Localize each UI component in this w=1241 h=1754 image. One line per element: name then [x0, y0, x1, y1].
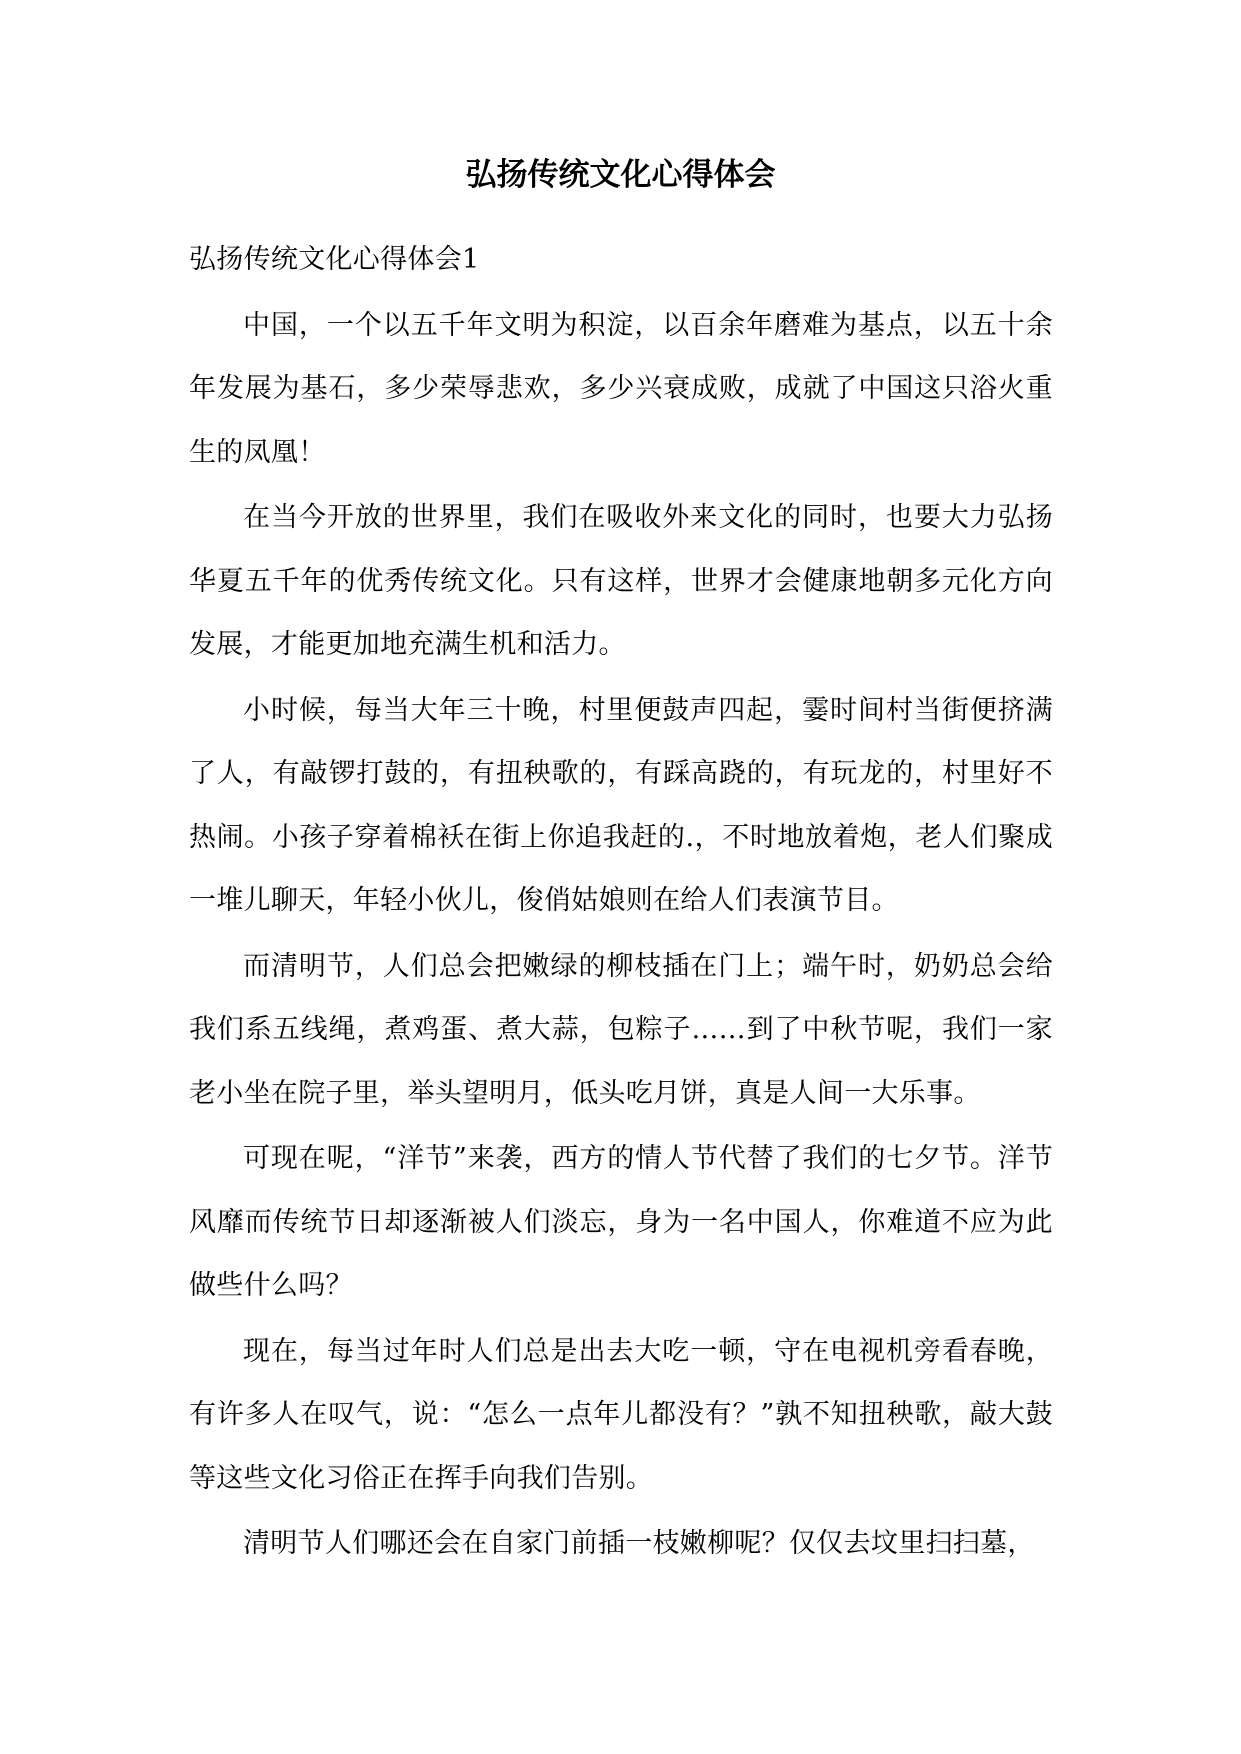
section-heading: 弘扬传统文化心得体会1 — [189, 244, 480, 275]
document-body — [189, 228, 1053, 1578]
paragraph: 中国，一个以五千年文明为积淀，以百余年磨难为基点，以五十余年发展为基石，多少荣辱悲欢，多少兴衰成败，成就了中国这只浴火重生的凤凰！ — [189, 309, 1053, 468]
paragraph: 可现在呢，“洋节”来袭，西方的情人节代替了我们的七夕节。洋节风靡而传统节日却逐渐被人们淡忘，身为一名中国人，你难道不应为此做些什么吗？ — [189, 1143, 1053, 1301]
paragraph: 清明节人们哪还会在自家门前插一枝嫩柳呢？仅仅去坟里扫扫墓， — [243, 1528, 1035, 1559]
document-title: 弘扬传统文化心得体会 — [465, 157, 776, 193]
paragraph: 在当今开放的世界里，我们在吸收外来文化的同时，也要大力弘扬华夏五千年的优秀传统文化。只有这样，世界才会健康地朝多元化方向发展，才能更加地充满生机和活力。 — [189, 502, 1053, 660]
paragraph: 而清明节，人们总会把嫩绿的柳枝插在门上；端午时，奶奶总会给我们系五线绳，煮鸡蛋、煮大蒜，包粽子……到了中秋节呢，我们一家老小坐在院子里，举头望明月，低头吃月饼，真是人间一大乐事。 — [189, 950, 1053, 1109]
paragraph: 现在，每当过年时人们总是出去大吃一顿，守在电视机旁看春晚，有许多人在叹气，说：“怎么一点年儿都没有？”孰不知扭秧歌，敲大鼓等这些文化习俗正在挥手向我们告别。 — [189, 1335, 1053, 1494]
paragraph: 小时候，每当大年三十晚，村里便鼓声四起，霎时间村当街便挤满了人，有敲锣打鼓的，有扭秧歌的，有踩高跷的，有玩龙的，村里好不热闹。小孩子穿着棉袄在街上你追我赶的.，不时地放着炮，老人们聚成一堆儿聊天，年轻小伙儿，俊俏姑娘则在给人们表演节目。 — [189, 694, 1053, 916]
